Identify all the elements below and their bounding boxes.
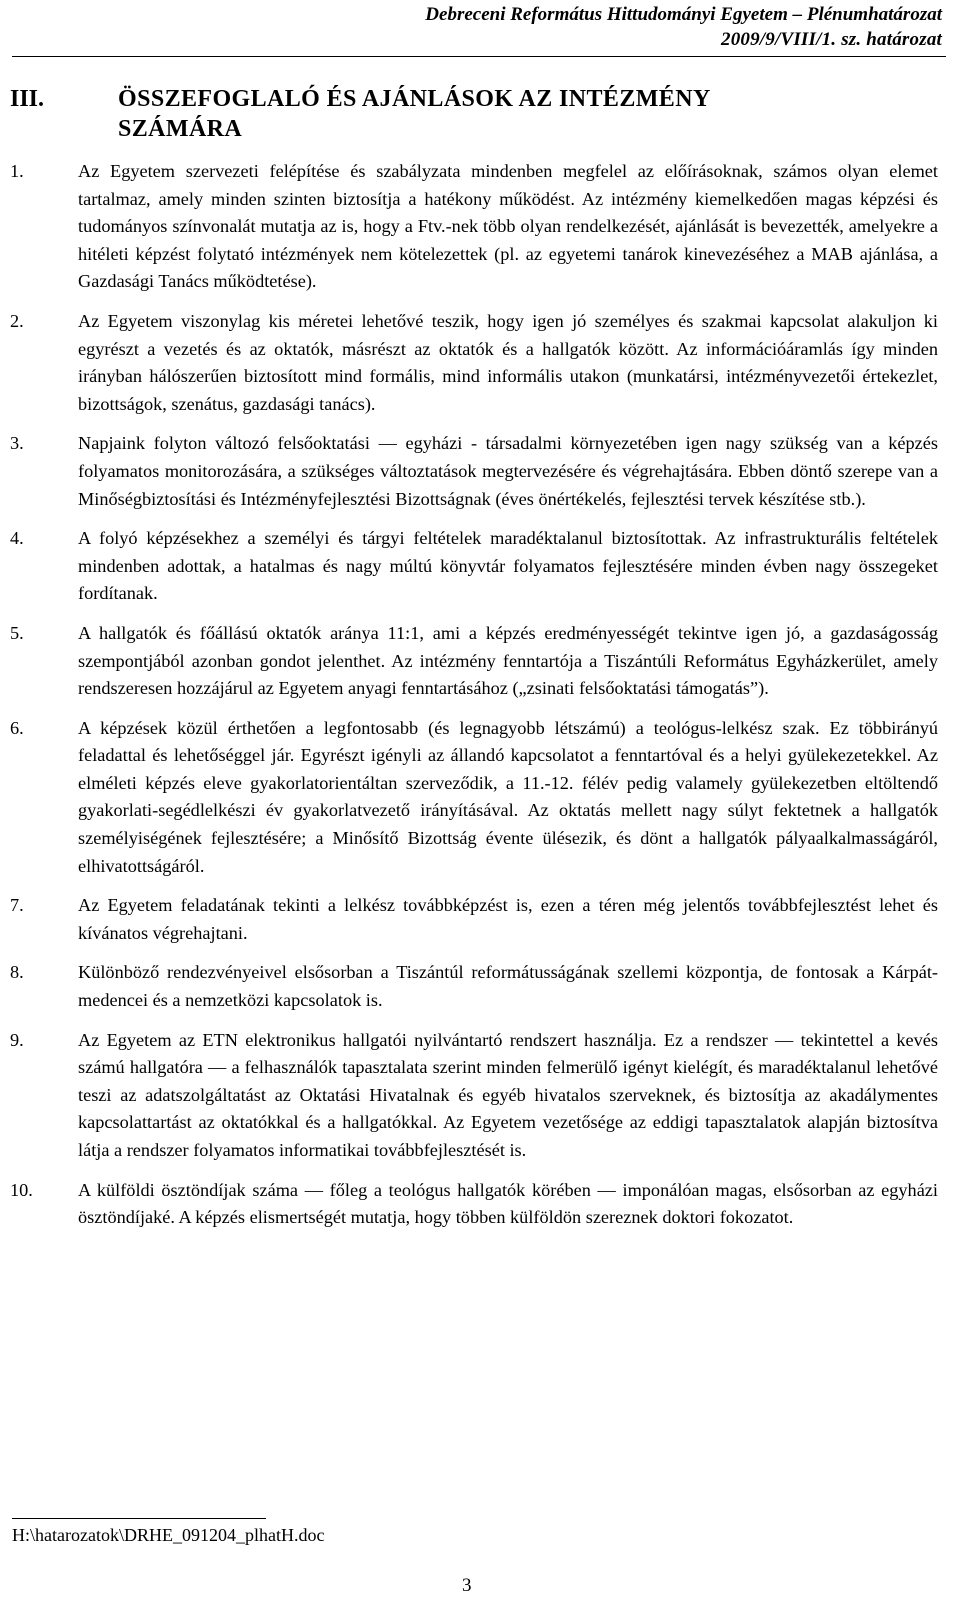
item-text: Napjaink folyton változó felsőoktatási ― egyházi - társadalmi környezetében igen nagy szükség van a képzés folyamatos monitorozására, a szükséges változtatások megtervezésére és végrehajtására. Ebben döntő szerepe van a Minőségbiztosítási és Intézményfejlesztési Bizottságnak (éves önértékelés, fejlesztési tervek készítése stb.). xyxy=(78,433,938,509)
list-item xyxy=(10,308,938,418)
item-number: 4. xyxy=(10,528,24,549)
item-text: Különböző rendezvényeivel elsősorban a Tiszántúl reformátusságának szellemi központja, de fontosak a Kárpát-medencei és a nemzetközi kapcsolatok is. xyxy=(78,962,938,1011)
item-number: 2. xyxy=(10,310,24,331)
header-resolution-number: 2009/9/VIII/1. sz. határozat xyxy=(721,29,942,50)
header-institution-line: Debreceni Református Hittudományi Egyetem – Plénumhatározat xyxy=(425,4,942,25)
item-number: 8. xyxy=(10,962,24,983)
item-number: 6. xyxy=(10,717,24,738)
list-item xyxy=(10,430,938,513)
item-number: 5. xyxy=(10,622,24,643)
item-number: 10. xyxy=(10,1179,33,1200)
list-item xyxy=(10,525,938,608)
list-item xyxy=(10,1027,938,1165)
item-number: 7. xyxy=(10,895,24,916)
page-number: 3 xyxy=(462,1575,472,1596)
item-text: A külföldi ösztöndíjak száma ― főleg a teológus hallgatók körében ― imponálóan magas, elsősorban az egyházi ösztöndíjaké. A képzés elismertségét mutatja, hogy többen külföldön szereznek doktori fokozatot. xyxy=(78,1179,938,1228)
section-roman-numeral: III. xyxy=(10,86,45,112)
section-title: ÖSSZEFOGLALÓ ÉS AJÁNLÁSOK AZ INTÉZMÉNY SZÁMÁRA xyxy=(118,86,710,142)
item-text: Az Egyetem az ETN elektronikus hallgatói nyilvántartó rendszert használja. Ez a rendszer ― tekintettel a kevés számú hallgatóra ― a felhasználók tapasztalata szerint minden felmerülő igényt kielégít, és maradéktalanul lehetővé teszi az adatszolgáltatást az Oktatási Hivatalnak és egyéb hivatalos szerveknek, és biztosítja az akadálymentes kapcsolattartást az oktatókkal és a hallgatókkal. Az Egyetem vezetősége az eddigi tapasztalatok alapján biztosítva látja a rendszer folyamatos informatikai továbbfejlesztését is. xyxy=(78,1029,938,1160)
list-item xyxy=(10,1177,938,1232)
list-item xyxy=(10,892,938,947)
item-text: A képzések közül érthetően a legfontosabb (és legnagyobb létszámú) a teológus-lelkész szak. Ez többirányú feladattal és lehetőséggel jár. Egyrészt igényli az állandó kapcsolatot a fenntartóval és a helyi gyülekezetekkel. Az elméleti képzés eleve gyakorlatorientáltan szerveződik, a 11.-12. félév pedig valamely gyülekezetben eltöltendő gyakorlati-segédlelkészi év gyakorlatvezető irányításával. Az oktatás mellett nagy súlyt fektetnek a hallgatók személyiségének fejlesztésére; a Minősítő Bizottság évente ülésezik, és dönt a hallgatók pályaalkalmasságáról, elhivatottságáról. xyxy=(78,717,938,876)
footer-divider xyxy=(12,1518,266,1519)
page-header xyxy=(425,2,942,52)
header-divider xyxy=(12,56,946,57)
list-item xyxy=(10,959,938,1014)
list-item xyxy=(10,158,938,296)
footer-file-path: H:\hatarozatok\DRHE_091204_plhatH.doc xyxy=(12,1525,325,1545)
item-number: 1. xyxy=(10,161,24,181)
item-text: Az Egyetem viszonylag kis méretei lehetővé teszik, hogy igen jó személyes és szakmai kapcsolat alakuljon ki egyrészt a vezetés és az oktatók, másrészt az oktatók és a hallgatók között. Az információáramlás így minden irányban hálószerűen biztosított mind formális, mind informális utakon (munkatársi, intézményvezetői értekezlet, bizottságok, szenátus, gazdasági tanács). xyxy=(78,310,938,414)
item-number: 3. xyxy=(10,433,24,454)
item-number: 9. xyxy=(10,1029,24,1050)
list-item xyxy=(10,715,938,881)
item-text: A hallgatók és főállású oktatók aránya 11:1, ami a képzés eredményességét tekintve igen jó, a gazdaságosság szempontjából azonban gondot jelenthet. Az intézmény fenntartója a Tiszántúli Református Egyházkerület, amely rendszeresen hozzájárul az Egyetem anyagi fenntartásához („zsinati felsőoktatási támogatás”). xyxy=(78,622,938,699)
list-item xyxy=(10,620,938,703)
item-text: A folyó képzésekhez a személyi és tárgyi feltételek maradéktalanul biztosítottak. Az infrastrukturális feltételek mindenben adottak, a hatalmas és nagy múltú könyvtár folyamatos fejlesztésére minden évben nagy összegeket fordítanak. xyxy=(78,528,938,604)
item-text: Az Egyetem feladatának tekinti a lelkész továbbképzést is, ezen a téren még jelentős továbbfejlesztést lehet és kívánatos végrehajtani. xyxy=(78,895,938,943)
item-text: Az Egyetem szervezeti felépítése és szabályzata mindenben megfelel az előírásoknak, számos olyan elemet tartalmaz, amely minden szinten biztosítja a hatékony működést. Az intézmény kiemelkedően magas képzési és tudományos színvonalát mutatja az is, hogy a Ftv.-nek több olyan rendelkezését, ajánlását is bevezették, amelyekre a hitéleti képzést folytató intézmények nem kötelezettek (pl. az egyetemi tanárok kinevezéséhez a MAB ajánlása, a Gazdasági Tanács működtetése). xyxy=(78,161,938,292)
recommendation-list xyxy=(10,158,938,1244)
